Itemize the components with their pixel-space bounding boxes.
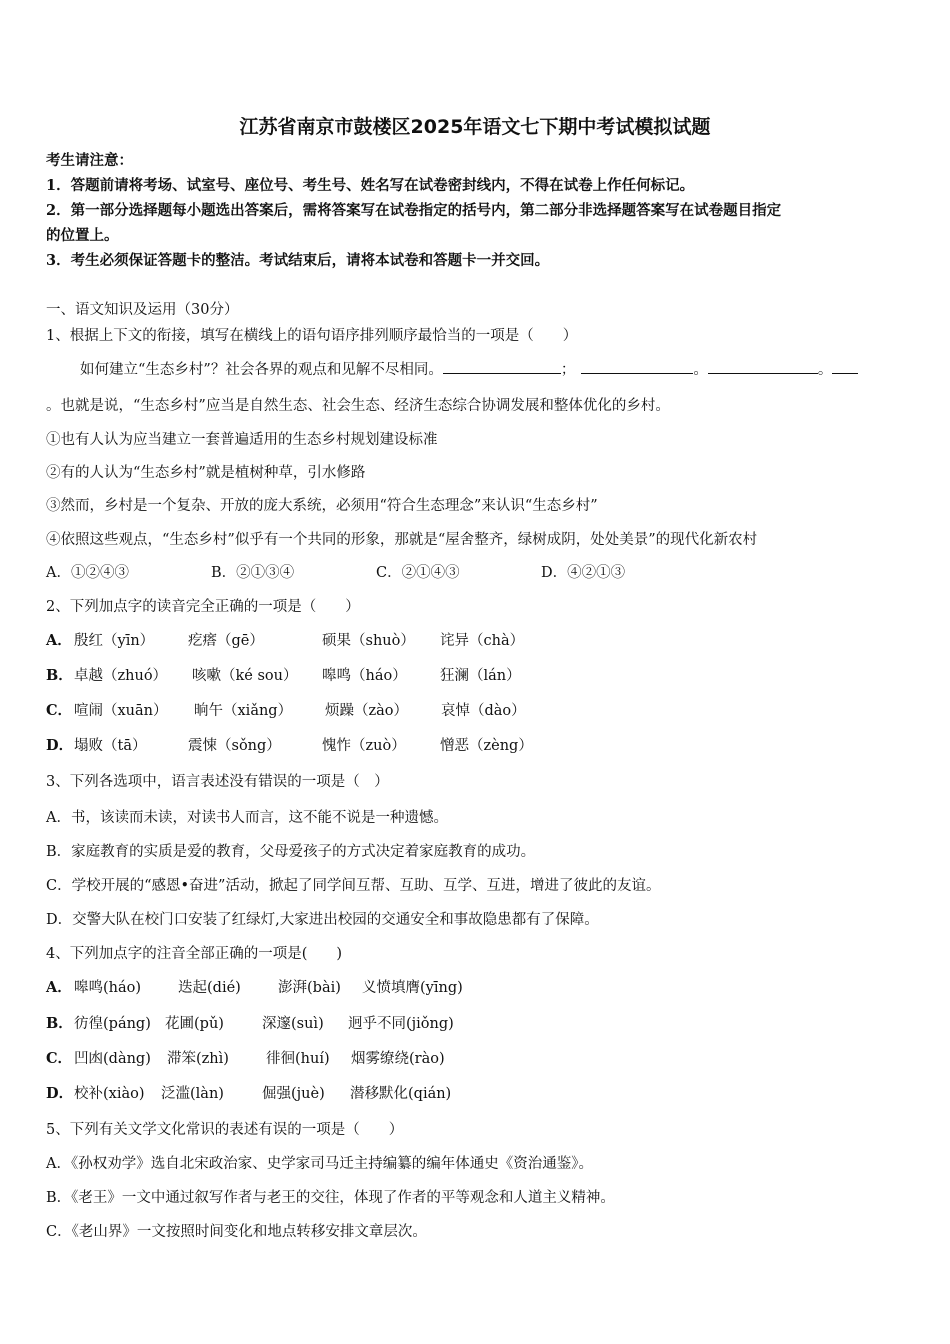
q4-d-1: 校补(xiào) [74, 1086, 145, 1102]
q2-a-2: 疙瘩（gē） [188, 633, 264, 649]
notice-item-3: 3．考生必须保证答题卡的整洁。考试结束后，请将本试卷和答题卡一并交回。 [46, 252, 550, 269]
q1-blank-3 [708, 359, 818, 374]
q4-d-4: 潜移默化(qián) [350, 1086, 452, 1102]
q2-a-1: 殷红（yīn） [74, 633, 155, 649]
q2-stem: 2、下列加点字的读音完全正确的一项是（ ） [46, 599, 360, 615]
q4-b-3: 深邃(suì) [262, 1016, 324, 1032]
q1-stem: 1、根据上下文的衔接，填写在横线上的语句语序排列顺序最恰当的一项是（ ） [46, 328, 578, 344]
q2-b-1: 卓越（zhuó） [74, 668, 168, 684]
q5-option-a: A．《孙权劝学》选自北宋政治家、史学家司马迁主持编纂的编年体通史《资治通鉴》。 [46, 1156, 593, 1172]
q4-a-3: 澎湃(bài) [278, 980, 341, 996]
q1-option-c: C．②①④③ [376, 565, 460, 581]
q2-label-b: B． [46, 667, 73, 684]
section-heading: 一、语文知识及运用（30分） [46, 302, 239, 318]
q3-option-d: D．交警大队在校门口安装了红绿灯,大家进出校园的交通安全和事故隐患都有了保障。 [46, 912, 599, 928]
q1-option-d: D．④②①③ [541, 565, 626, 581]
q1-sep-2: 。 [693, 362, 708, 378]
q2-a-3: 硕果（shuò） [322, 633, 415, 649]
q4-c-4: 烟雾缭绕(rào) [351, 1051, 445, 1067]
q2-d-3: 愧怍（zuò） [322, 738, 406, 754]
q1-sentence-3: ③然而，乡村是一个复杂、开放的庞大系统，必须用“符合生态理念”来认识“生态乡村” [46, 498, 598, 514]
q2-c-1: 喧闹（xuān） [74, 703, 168, 719]
q2-label-a: A． [46, 632, 72, 649]
q4-label-b: B． [46, 1015, 73, 1032]
q2-d-1: 塌败（tā） [74, 738, 147, 754]
q3-option-c: C．学校开展的“感恩•奋进”活动，掀起了同学间互帮、互助、互学、互进，增进了彼此的友谊。 [46, 878, 661, 894]
q1-blank-2 [581, 359, 693, 374]
q4-stem: 4、下列加点字的注音全部正确的一项是( ) [46, 946, 343, 962]
q5-option-c: C．《老山界》一文按照时间变化和地点转移安排文章层次。 [46, 1224, 427, 1240]
notice-heading: 考生请注意： [46, 152, 133, 169]
q1-blank-4 [832, 359, 858, 374]
q2-label-d: D． [46, 737, 74, 754]
notice-item-2: 2．第一部分选择题每小题选出答案后，需将答案写在试卷指定的括号内，第二部分非选择题答案写在试卷题目指定 [46, 202, 782, 219]
q2-b-4: 狂澜（lán） [440, 668, 521, 684]
q4-a-2: 迭起(dié) [178, 980, 241, 996]
notice-item-1: 1．答题前请将考场、试室号、座位号、考生号、姓名写在试卷密封线内，不得在试卷上作任何标记。 [46, 177, 695, 194]
q1-sentence-4: ④依照这些观点，“生态乡村”似乎有一个共同的形象，那就是“屋舍整齐，绿树成阴，处处美景”的现代化新农村 [46, 532, 758, 548]
q4-b-2: 花圃(pǔ) [165, 1016, 224, 1032]
q2-b-2: 咳嗽（ké sou） [192, 668, 298, 684]
q2-d-2: 震悚（sǒng） [188, 738, 281, 754]
q1-passage-b: 。也就是说，“生态乡村”应当是自然生态、社会生态、经济生态综合协调发展和整体优化的乡村。 [46, 398, 670, 414]
q3-option-a: A．书，该读而未读，对读书人而言，这不能不说是一种遗憾。 [46, 810, 448, 826]
q4-label-d: D． [46, 1085, 74, 1102]
q2-d-4: 憎恶（zèng） [440, 738, 533, 754]
q2-label-c: C． [46, 702, 73, 719]
q2-c-3: 烦躁（zào） [325, 703, 409, 719]
q1-passage-a: 如何建立“生态乡村”？社会各界的观点和见解不尽相同。 [80, 362, 443, 378]
q1-sep-3: 。 [817, 362, 833, 378]
q2-a-4: 诧异（chà） [440, 633, 525, 649]
q4-label-a: A． [46, 979, 72, 996]
q2-b-3: 嗥鸣（háo） [322, 668, 407, 684]
page-title: 江苏省南京市鼓楼区2025年语文七下期中考试模拟试题 [239, 116, 711, 138]
q4-d-2: 泛滥(làn) [161, 1086, 224, 1102]
q1-sentence-1: ①也有人认为应当建立一套普遍适用的生态乡村规划建设标准 [46, 432, 438, 448]
q1-sentence-2: ②有的人认为“生态乡村”就是植树种草，引水修路 [46, 465, 366, 481]
q4-c-3: 徘徊(huí) [266, 1051, 330, 1067]
q3-stem: 3、下列各选项中，语言表述没有错误的一项是（ ） [46, 774, 389, 790]
q1-option-b: B．②①③④ [211, 565, 295, 581]
q4-b-1: 彷徨(páng) [74, 1016, 151, 1032]
q1-blank-1 [443, 359, 561, 374]
q4-c-1: 凹凼(dàng) [74, 1051, 151, 1067]
q4-d-3: 倔强(juè) [262, 1086, 325, 1102]
q2-c-2: 晌午（xiǎng） [194, 703, 293, 719]
q1-option-a: A．①②④③ [46, 565, 129, 581]
q4-a-1: 嗥鸣(háo) [74, 980, 142, 996]
q2-c-4: 哀悼（dào） [441, 703, 526, 719]
q5-option-b: B．《老王》一文中通过叙写作者与老王的交往，体现了作者的平等观念和人道主义精神。 [46, 1190, 615, 1206]
q5-stem: 5、下列有关文学文化常识的表述有误的一项是（ ） [46, 1122, 404, 1138]
q4-label-c: C． [46, 1050, 73, 1067]
q4-a-4: 义愤填膺(yīng) [362, 980, 463, 996]
q1-passage-line [80, 359, 858, 380]
q1-sep-1: ； [560, 362, 576, 378]
q3-option-b: B．家庭教育的实质是爱的教育，父母爱孩子的方式决定着家庭教育的成功。 [46, 844, 536, 860]
q4-c-2: 滞笨(zhì) [167, 1051, 229, 1067]
notice-item-2-cont: 的位置上。 [46, 227, 119, 244]
q4-b-4: 迥乎不同(jiǒng) [348, 1016, 454, 1032]
